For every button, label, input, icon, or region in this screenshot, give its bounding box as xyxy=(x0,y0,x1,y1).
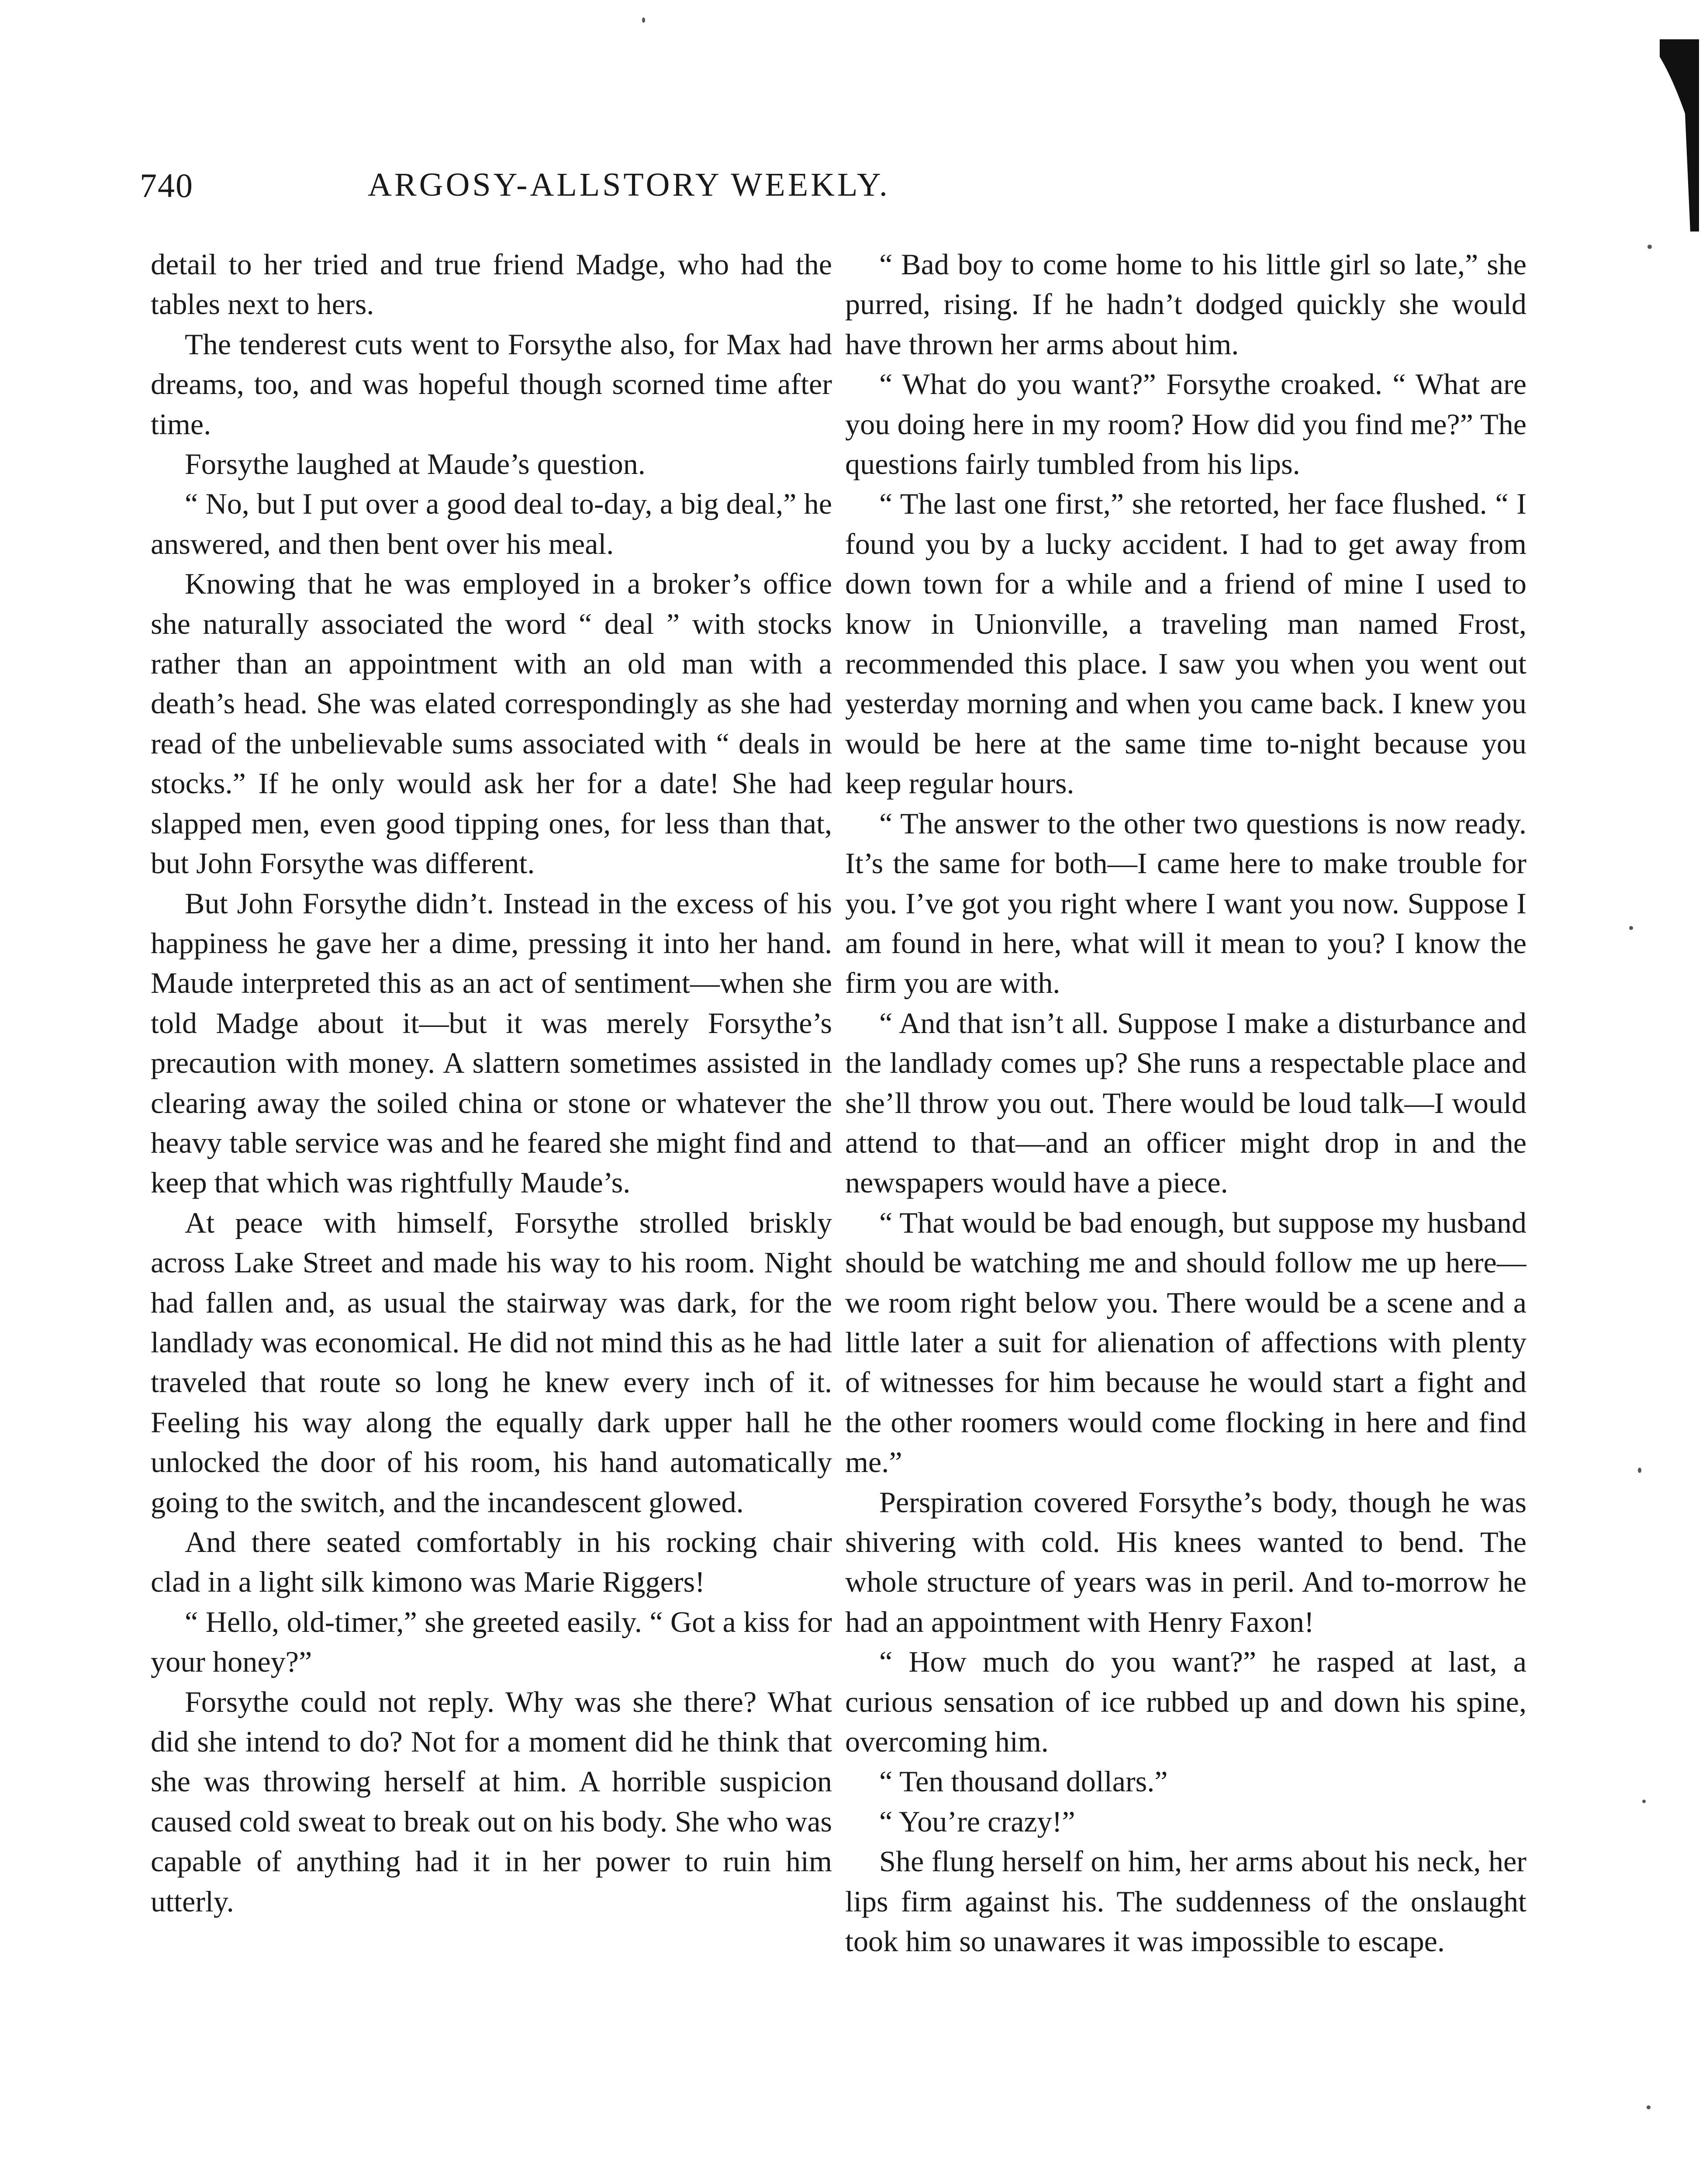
page-number: 740 xyxy=(140,166,193,204)
paragraph: “ Ten thousand dollars.” xyxy=(879,1765,1168,1798)
paragraph: The tenderest cuts went to Forsythe also, for Max had dreams, too, and was hopeful though scorned time after time. xyxy=(151,327,832,441)
right-text-column xyxy=(845,245,1526,2184)
paragraph: She flung herself on him, her arms about his neck, her lips firm against his. The suddenness of the onslaught took him so unawares it was impossible to escape. xyxy=(845,1845,1526,1958)
paragraph: “ What do you want?” Forsythe croaked. “ What are you doing here in my room? How did you find me?” The questions fairly tumbled from his lips. xyxy=(845,367,1526,481)
paragraph: “ How much do you want?” he rasped at last, a curious sensation of ice rubbed up and down his spine, overcoming him. xyxy=(845,1645,1526,1759)
running-title: ARGOSY-ALLSTORY WEEKLY. xyxy=(368,166,890,203)
paragraph: Forsythe laughed at Maude’s question. xyxy=(185,447,646,481)
paragraph: Knowing that he was employed in a broker’s office she naturally associated the word “ deal ” with stocks rather than an appointment with an old man with a death’s head. She was elated correspondingly as she had read of the unbelievable sums associated with “ deals in stocks.” If he only would ask her for a date! She had slapped men, even good tipping ones, for less than that, but John Forsythe was different. xyxy=(151,567,832,880)
paragraph: Perspiration covered Forsythe’s body, though he was shivering with cold. His knees wanted to bend. The whole structure of years was in peril. And to-morrow he had an appointment with Henry Faxon! xyxy=(845,1485,1526,1638)
paragraph: “ You’re crazy!” xyxy=(879,1804,1075,1838)
paragraph: “ Hello, old-timer,” she greeted easily. “ Got a kiss for your honey?” xyxy=(151,1605,832,1679)
paragraph: Forsythe could not reply. Why was she there? What did she intend to do? Not for a moment did he think that she was throwing herself at him. A horrible suspicion caused cold sweat to break out on his body. She who was capable of anything had it in her power to ruin him utterly. xyxy=(151,1685,832,1918)
scan-edge-mark xyxy=(1660,39,1699,232)
paragraph: detail to her tried and true friend Madge, who had the tables next to hers. xyxy=(151,248,832,321)
ink-speck xyxy=(642,17,645,23)
paragraph: But John Forsythe didn’t. Instead in the excess of his happiness he gave her a dime, pressing it into her hand. Maude interpreted this as an act of sentiment—when she told Madge about it—but it was merely Forsythe’s precaution with money. A slattern sometimes assisted in clearing away the soiled china or stone or whatever the heavy table service was and he feared she might find and keep that which was rightfully Maude’s. xyxy=(151,886,832,1199)
ink-speck xyxy=(1638,1468,1641,1473)
ink-speck xyxy=(1647,2105,1651,2109)
page-header xyxy=(140,166,1118,218)
paragraph: “ Bad boy to come home to his little girl so late,” she purred, rising. If he hadn’t dodged quickly she would have thrown her arms about him. xyxy=(845,248,1526,361)
paragraph: At peace with himself, Forsythe strolled briskly across Lake Street and made his way to his room. Night had fallen and, as usual the stairway was dark, for the landlady was economical. He did not mind this as he had traveled that route so long he knew every inch of it. Feeling his way along the equally dark upper hall he unlocked the door of his room, his hand automatically going to the switch, and the incandescent glowed. xyxy=(151,1206,832,1519)
paragraph: And there seated comfortably in his rocking chair clad in a light silk kimono was Marie Riggers! xyxy=(151,1525,832,1599)
paragraph: “ And that isn’t all. Suppose I make a disturbance and the landlady comes up? She runs a respectable place and she’ll throw you out. There would be loud talk—I would attend to that—and an officer might drop in and the newspapers would have a piece. xyxy=(845,1006,1526,1199)
paragraph: “ The last one first,” she retorted, her face flushed. “ I found you by a lucky accident. I had to get away from down town for a while and a friend of mine I used to know in Unionville, a traveling man named Frost, recommended this place. I saw you when you went out yesterday morning and when you came back. I knew you would be here at the same time to-night because you keep regular hours. xyxy=(845,487,1526,800)
paragraph: “ That would be bad enough, but suppose my husband should be watching me and should follow me up here—we room right below you. There would be a scene and a little later a suit for alienation of affections with plenty of witnesses for him because he would start a fight and the other roomers would come flocking in here and find me.” xyxy=(845,1206,1526,1479)
left-text-column xyxy=(151,245,832,2184)
ink-speck xyxy=(1629,926,1633,930)
ink-speck xyxy=(1647,245,1652,249)
ink-speck xyxy=(1642,1800,1646,1803)
paragraph: “ No, but I put over a good deal to-day, a big deal,” he answered, and then bent over his meal. xyxy=(151,487,832,560)
paragraph: “ The answer to the other two questions is now ready. It’s the same for both—I came here to make trouble for you. I’ve got you right where I want you now. Suppose I am found in here, what will it mean to you? I know the firm you are with. xyxy=(845,806,1526,1000)
